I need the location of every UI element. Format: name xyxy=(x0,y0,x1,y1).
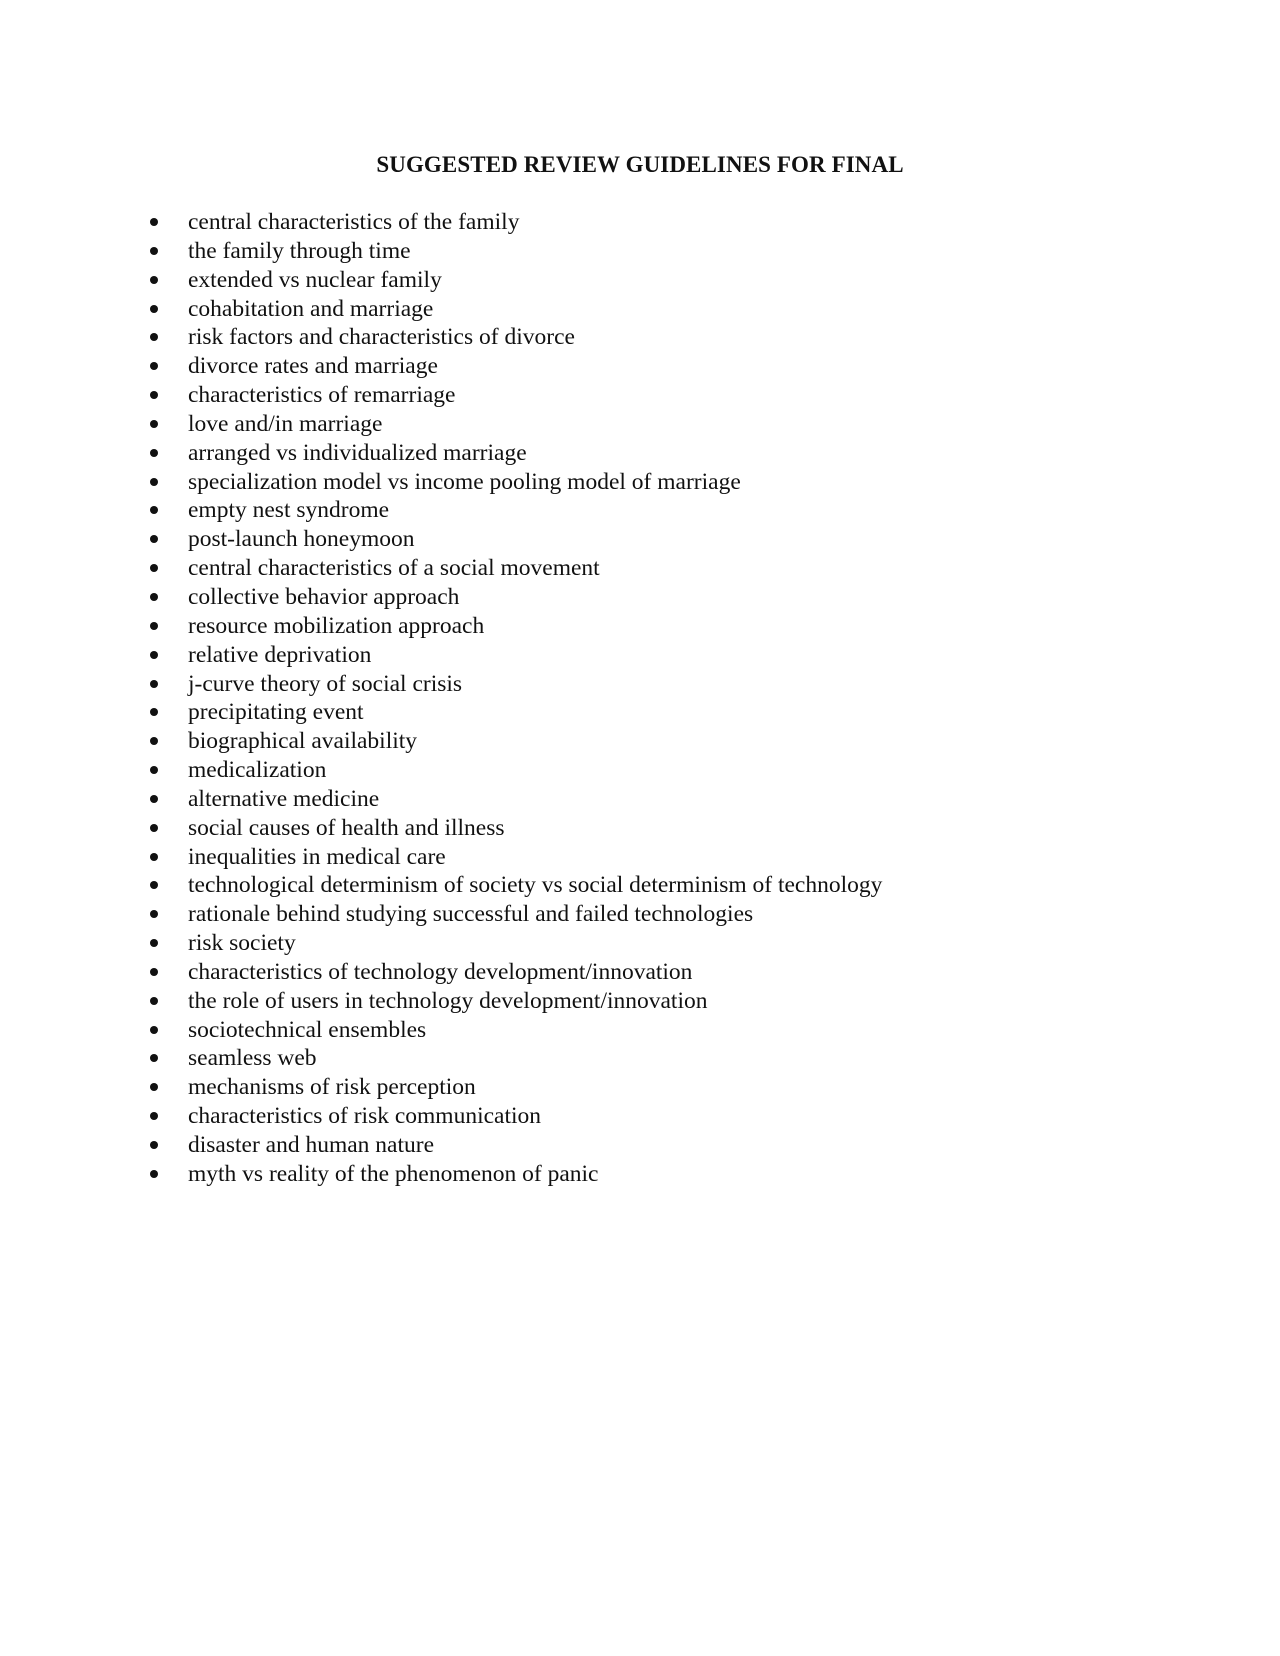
bullet-icon xyxy=(150,1054,158,1062)
list-item-text: characteristics of technology development/innovation xyxy=(188,958,693,985)
bullet-icon xyxy=(150,593,158,601)
bullet-icon xyxy=(150,1141,158,1149)
list-item-text: characteristics of risk communication xyxy=(188,1103,542,1130)
bullet-icon xyxy=(150,968,158,976)
list-item-text: social causes of health and illness xyxy=(188,814,505,841)
bullet-icon xyxy=(150,1170,158,1178)
bullet-icon xyxy=(150,391,158,399)
bullet-icon xyxy=(150,333,158,341)
list-item-text: precipitating event xyxy=(188,699,364,726)
list-item-text: divorce rates and marriage xyxy=(188,353,438,380)
list-item-text: love and/in marriage xyxy=(188,410,383,437)
document-title: SUGGESTED REVIEW GUIDELINES FOR FINAL xyxy=(376,152,904,177)
list-item-text: medicalization xyxy=(188,757,327,784)
bullet-icon xyxy=(150,535,158,543)
list-item-text: mechanisms of risk perception xyxy=(188,1074,476,1101)
list-item-text: extended vs nuclear family xyxy=(188,266,442,293)
bullet-icon xyxy=(150,708,158,716)
bullet-icon xyxy=(150,766,158,774)
list-item-text: risk factors and characteristics of divorce xyxy=(188,324,575,351)
bullet-icon xyxy=(150,1026,158,1034)
list-item-text: characteristics of remarriage xyxy=(188,382,456,409)
bullet-icon xyxy=(150,939,158,947)
list-item-text: resource mobilization approach xyxy=(188,612,485,639)
bullet-icon xyxy=(150,305,158,313)
list-item-text: inequalities in medical care xyxy=(188,843,446,870)
list-item-text: collective behavior approach xyxy=(188,583,460,610)
list-item-text: myth vs reality of the phenomenon of panic xyxy=(188,1160,599,1187)
bullet-icon xyxy=(150,218,158,226)
bullet-icon xyxy=(150,478,158,486)
list-item-text: risk society xyxy=(188,930,296,957)
bullet-icon xyxy=(150,247,158,255)
list-item-text: central characteristics of the family xyxy=(188,209,520,235)
list-item-text: rationale behind studying successful and failed technologies xyxy=(188,901,754,928)
list-item-text: specialization model vs income pooling model of marriage xyxy=(188,468,741,495)
bullet-icon xyxy=(150,362,158,370)
bullet-icon xyxy=(150,824,158,832)
bullet-icon xyxy=(150,853,158,861)
list-item-text: seamless web xyxy=(188,1045,317,1072)
list-item-text: empty nest syndrome xyxy=(188,497,390,524)
bullet-icon xyxy=(150,881,158,889)
bullet-icon xyxy=(150,795,158,803)
list-item-text: biographical availability xyxy=(188,728,418,755)
bullet-icon xyxy=(150,997,158,1005)
bullet-icon xyxy=(150,420,158,428)
list-item-text: j-curve theory of social crisis xyxy=(188,670,463,697)
list-item-text: disaster and human nature xyxy=(188,1132,435,1158)
list-item-text: sociotechnical ensembles xyxy=(188,1016,427,1043)
bullet-icon xyxy=(150,622,158,630)
list-item-text: cohabitation and marriage xyxy=(188,295,434,322)
bullet-icon xyxy=(150,1112,158,1120)
bullet-icon xyxy=(150,680,158,688)
list-item-text: technological determinism of society vs social determinism of technology xyxy=(188,872,883,899)
list-item-text: central characteristics of a social movement xyxy=(188,555,600,582)
bullet-icon xyxy=(150,276,158,284)
bullet-icon xyxy=(150,449,158,457)
list-item-text: arranged vs individualized marriage xyxy=(188,439,527,466)
bullet-icon xyxy=(150,1083,158,1091)
bullet-icon xyxy=(150,506,158,514)
bullet-icon xyxy=(150,737,158,745)
bullet-icon xyxy=(150,910,158,918)
list-item-text: the family through time xyxy=(188,237,411,264)
bullet-icon xyxy=(150,564,158,572)
list-item-text: post-launch honeymoon xyxy=(188,526,415,553)
bullet-icon xyxy=(150,651,158,659)
list-item-text: alternative medicine xyxy=(188,785,380,812)
list-item-text: relative deprivation xyxy=(188,641,372,668)
list-item-text: the role of users in technology development/innovation xyxy=(188,987,708,1014)
